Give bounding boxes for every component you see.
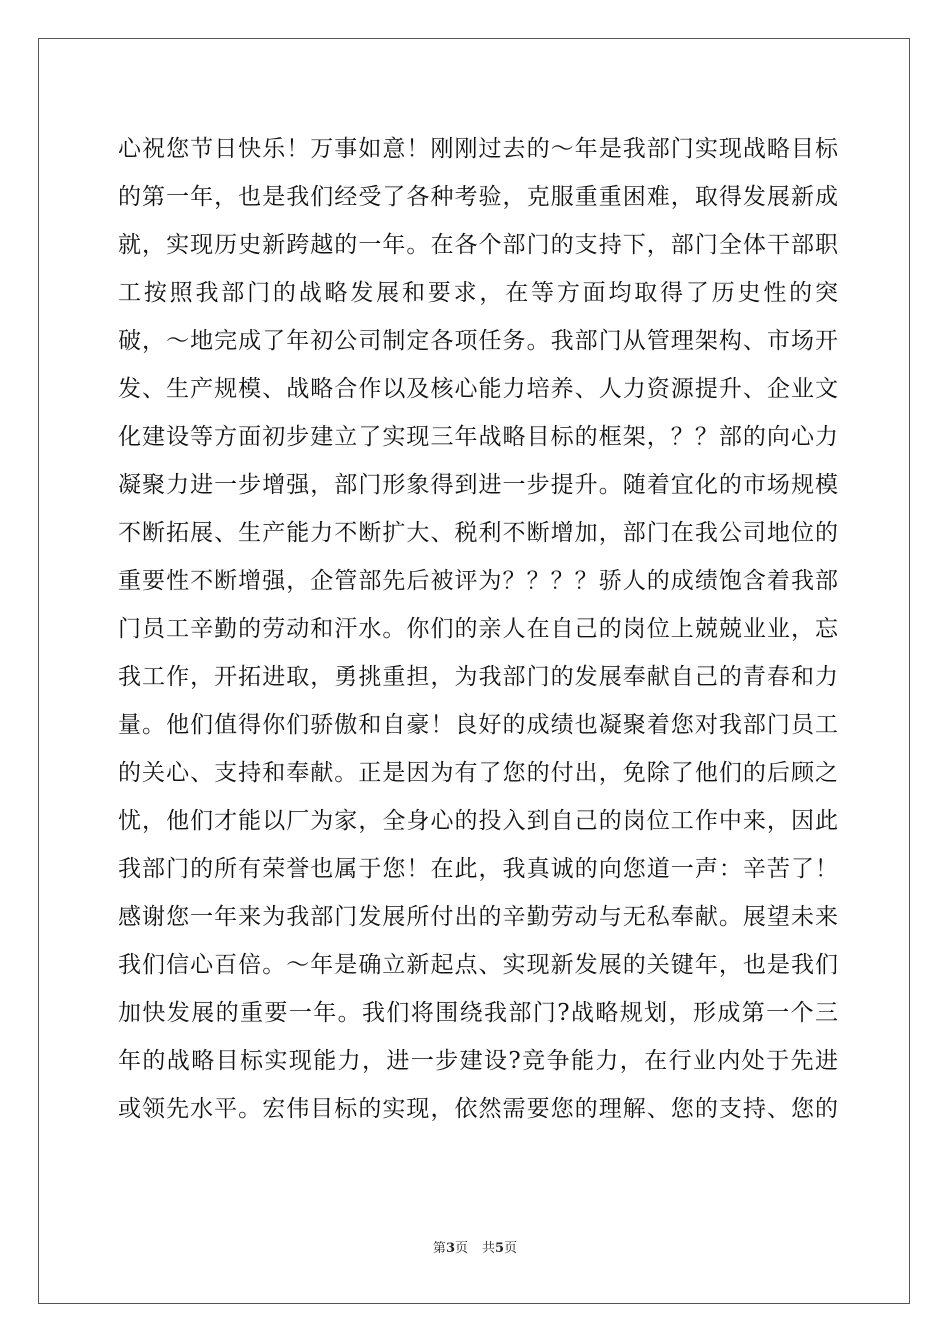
page-footer	[0, 1237, 950, 1256]
text-line: 忧，他们才能以厂为家，全身心的投入到自己的岗位工作中来，因此	[118, 808, 838, 834]
text-line: 感谢您一年来为我部门发展所付出的辛勤劳动与无私奉献。展望未来	[118, 904, 838, 930]
text-line: 或领先水平。宏伟目标的实现，依然需要您的理解、您的支持、您的	[118, 1096, 838, 1122]
text-line: 重要性不断增强，企管部先后被评为？？？？骄人的成绩饱含着我部	[118, 568, 838, 594]
page-suffix: 页	[454, 1241, 468, 1256]
text-line: 的关心、支持和奉献。正是因为有了您的付出，免除了他们的后顾之	[118, 760, 838, 786]
text-line: 年的战略目标实现能力，进一步建设?竞争能力，在行业内处于先进	[118, 1048, 838, 1074]
total-prefix: 共	[482, 1241, 496, 1256]
document-body	[118, 125, 838, 1133]
text-line: 我部门的所有荣誉也属于您！在此，我真诚的向您道一声：辛苦了！	[118, 856, 838, 882]
page-number: 3	[445, 1241, 455, 1256]
page-prefix: 第	[432, 1241, 446, 1256]
text-line: 心祝您节日快乐！万事如意！刚刚过去的～年是我部门实现战略目标	[118, 136, 838, 162]
text-line: 化建设等方面初步建立了实现三年战略目标的框架，？？部的向心力	[118, 424, 838, 450]
text-line: 门员工辛勤的劳动和汗水。你们的亲人在自己的岗位上兢兢业业，忘	[118, 616, 838, 642]
total-pages: 5	[495, 1241, 505, 1256]
text-line: 发、生产规模、战略合作以及核心能力培养、人力资源提升、企业文	[118, 376, 838, 402]
text-line: 我工作，开拓进取，勇挑重担，为我部门的发展奉献自己的青春和力	[118, 664, 838, 690]
text-line: 不断拓展、生产能力不断扩大、税利不断增加，部门在我公司地位的	[118, 520, 838, 546]
text-line: 就，实现历史新跨越的一年。在各个部门的支持下，部门全体干部职	[118, 232, 838, 258]
text-line: 凝聚力进一步增强，部门形象得到进一步提升。随着宜化的市场规模	[118, 472, 838, 498]
text-line: 量。他们值得你们骄傲和自豪！良好的成绩也凝聚着您对我部门员工	[118, 712, 838, 738]
total-suffix: 页	[504, 1241, 518, 1256]
text-line: 工按照我部门的战略发展和要求，在等方面均取得了历史性的突	[118, 280, 838, 306]
text-line: 我们信心百倍。～年是确立新起点、实现新发展的关键年，也是我们	[118, 952, 838, 978]
text-line: 的第一年，也是我们经受了各种考验，克服重重困难，取得发展新成	[118, 184, 838, 210]
text-line: 破，～地完成了年初公司制定各项任务。我部门从管理架构、市场开	[118, 328, 838, 354]
text-line: 加快发展的重要一年。我们将围绕我部门?战略规划，形成第一个三	[118, 1000, 838, 1026]
